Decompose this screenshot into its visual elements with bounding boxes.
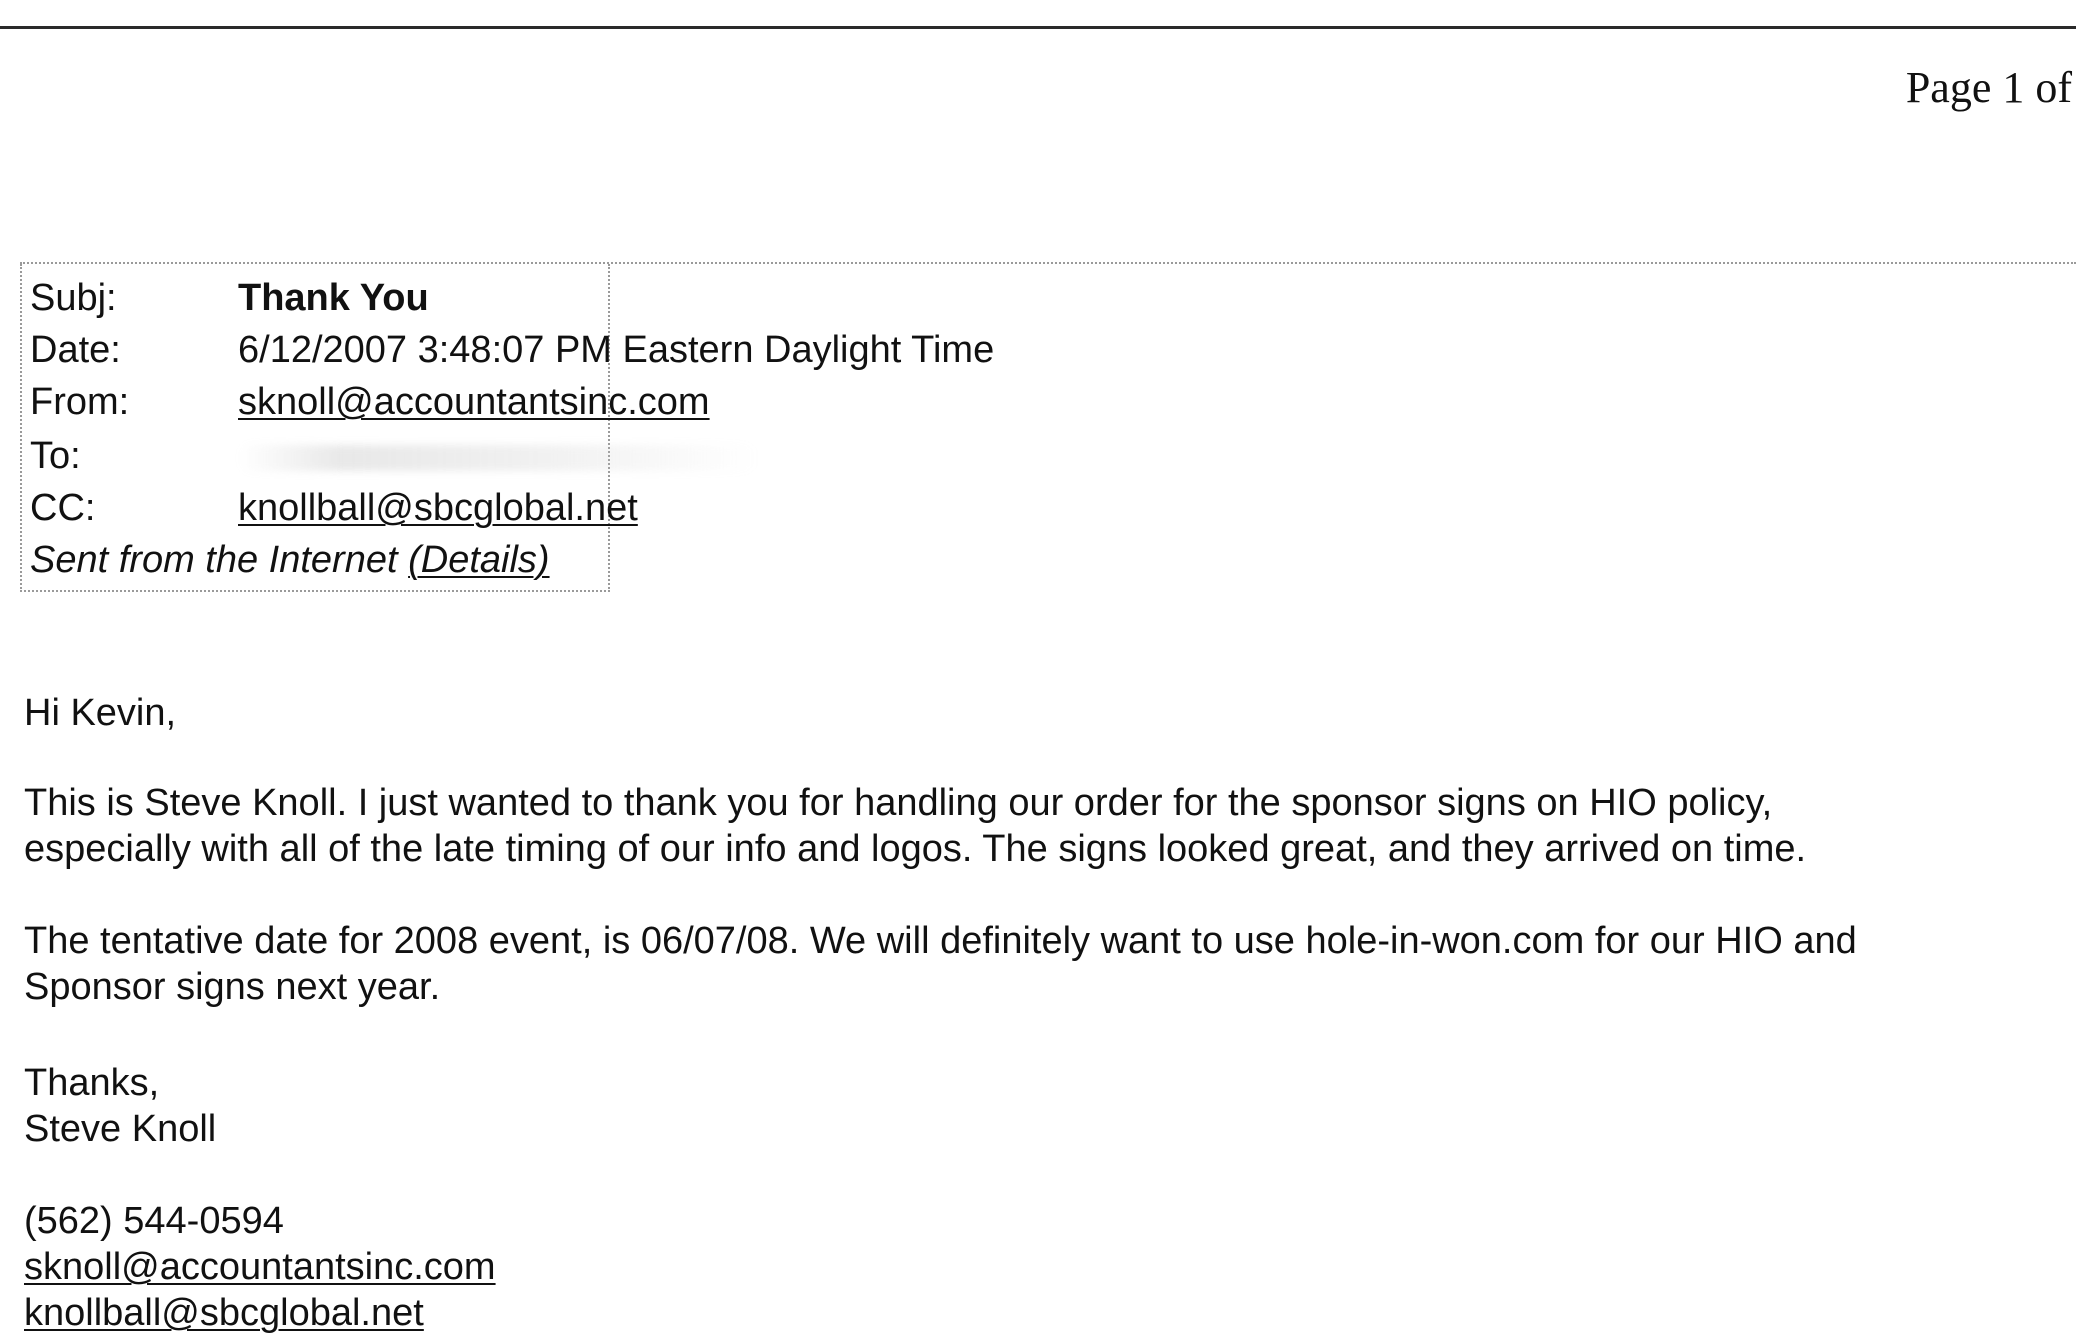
redacted-recipient xyxy=(238,445,758,471)
from-label: From: xyxy=(30,381,130,423)
details-link[interactable]: (Details) xyxy=(408,539,550,581)
date-value: 6/12/2007 3:48:07 PM Eastern Daylight Time xyxy=(238,329,995,371)
sent-from-row xyxy=(30,538,550,582)
date-row xyxy=(30,328,994,372)
date-label: Date: xyxy=(30,329,121,371)
greeting: Hi Kevin, xyxy=(24,692,177,734)
closing: Thanks, xyxy=(24,1062,160,1104)
signature-name: Steve Knoll xyxy=(24,1108,217,1150)
paragraph-1-line-2: especially with all of the late timing of our info and logos. The signs looked great, and they arrived on time. xyxy=(24,828,1807,870)
to-row xyxy=(30,434,758,478)
subject-value: Thank You xyxy=(238,277,429,319)
subject-row xyxy=(30,276,429,320)
subject-label: Subj: xyxy=(30,277,117,319)
from-row xyxy=(30,380,710,424)
page-number: Page 1 of xyxy=(1905,63,2072,112)
from-email-link[interactable]: sknoll@accountantsinc.com xyxy=(238,381,710,423)
signature-email-2[interactable]: knollball@sbcglobal.net xyxy=(24,1292,424,1334)
paragraph-2-line-1: The tentative date for 2008 event, is 06/07/08. We will definitely want to use hole-in-won.com for our HIO and xyxy=(24,920,1857,962)
paragraph-1-line-1: This is Steve Knoll. I just wanted to thank you for handling our order for the sponsor signs on HIO policy, xyxy=(24,782,1773,824)
sent-from-text: Sent from the Internet xyxy=(30,539,398,581)
signature-phone: (562) 544-0594 xyxy=(24,1200,284,1242)
paragraph-2-line-2: Sponsor signs next year. xyxy=(24,966,441,1008)
to-label: To: xyxy=(30,435,81,477)
email-header xyxy=(20,264,995,592)
cc-label: CC: xyxy=(30,487,96,529)
cc-row xyxy=(30,486,638,530)
signature-email-1[interactable]: sknoll@accountantsinc.com xyxy=(24,1246,496,1288)
cc-email-link[interactable]: knollball@sbcglobal.net xyxy=(238,487,638,529)
top-rule xyxy=(0,26,2076,29)
